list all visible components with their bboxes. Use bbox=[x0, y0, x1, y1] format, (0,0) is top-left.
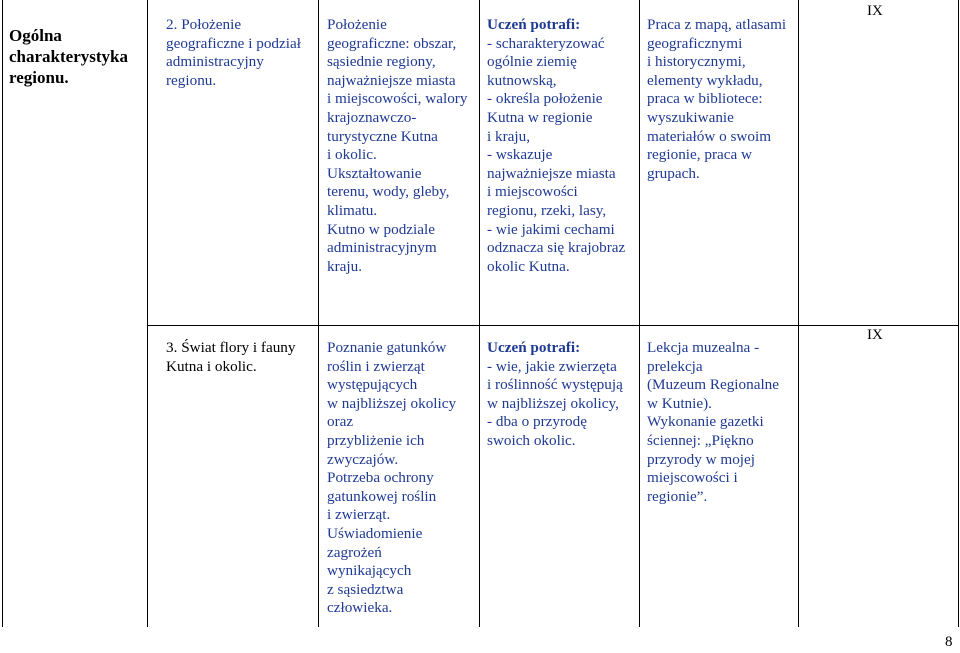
text-line: Wykonanie gazetki bbox=[647, 413, 764, 431]
text-line: Praca z mapą, atlasami bbox=[647, 16, 787, 33]
text-line: i zwierząt. bbox=[327, 506, 391, 524]
text-line: Lekcja muzealna - bbox=[647, 339, 760, 356]
row1-content bbox=[327, 16, 467, 276]
row2-month: IX bbox=[867, 327, 883, 343]
text-line: geograficzne: obszar, bbox=[327, 34, 457, 52]
text-line: regionie, praca w bbox=[647, 146, 752, 164]
text-line: i historycznymi, bbox=[647, 53, 746, 71]
text-line: odznacza się krajobraz bbox=[487, 239, 626, 257]
text-line: - określa położenie bbox=[487, 90, 603, 108]
text-line: ściennej: „Piękno bbox=[647, 431, 754, 449]
outcomes-heading: Uczeń potrafi: bbox=[487, 339, 581, 356]
text-line: kraju. bbox=[327, 257, 363, 275]
row2-methods bbox=[647, 339, 779, 506]
text-line: prelekcja bbox=[647, 357, 703, 375]
column-divider-4 bbox=[479, 0, 480, 627]
text-line: klimatu. bbox=[327, 201, 378, 219]
column-divider-1 bbox=[2, 0, 3, 627]
text-line: geograficznymi bbox=[647, 34, 743, 52]
row1-outcomes bbox=[487, 16, 625, 276]
text-line: sąsiednie regiony, bbox=[327, 53, 436, 71]
text-line: turystyczne Kutna bbox=[327, 127, 438, 145]
section-title bbox=[9, 25, 128, 88]
section-title-line: regionu. bbox=[9, 68, 69, 87]
text-line: - dba o przyrodę bbox=[487, 413, 587, 431]
text-line: Kutno w podziale bbox=[327, 220, 435, 238]
text-line: Położenie bbox=[327, 16, 387, 33]
text-line: gatunkowej roślin bbox=[327, 487, 437, 505]
row1-topic bbox=[166, 16, 301, 90]
text-line: najważniejsze miasta bbox=[487, 164, 616, 182]
text-line: - wie jakimi cechami bbox=[487, 220, 615, 238]
column-divider-5 bbox=[639, 0, 640, 627]
text-line: Ukształtowanie bbox=[327, 164, 422, 182]
text-line: i kraju, bbox=[487, 127, 531, 145]
row-divider bbox=[147, 325, 959, 326]
text-line: - wskazuje bbox=[487, 146, 553, 164]
text-line: i miejscowości bbox=[487, 183, 578, 201]
text-line: 3. Świat flory i fauny bbox=[166, 339, 296, 356]
text-line: terenu, wody, gleby, bbox=[327, 183, 450, 201]
text-line: w Kutnie). bbox=[647, 394, 712, 412]
text-line: regionu, rzeki, lasy, bbox=[487, 201, 607, 219]
text-line: 2. Położenie bbox=[166, 16, 242, 33]
text-line: praca w bibliotece: bbox=[647, 90, 763, 108]
text-line: i roślinność występują bbox=[487, 376, 623, 394]
text-line: zwyczajów. bbox=[327, 450, 399, 468]
row2-content bbox=[327, 339, 456, 618]
text-line: wyszukiwanie bbox=[647, 108, 734, 126]
text-line: wynikających bbox=[327, 562, 412, 580]
text-line: człowieka. bbox=[327, 599, 393, 617]
page-number: 8 bbox=[945, 634, 953, 650]
text-line: najważniejsze miasta bbox=[327, 71, 456, 89]
text-line: z sąsiedztwa bbox=[327, 580, 404, 598]
text-line: występujących bbox=[327, 376, 418, 394]
text-line: swoich okolic. bbox=[487, 431, 576, 449]
text-line: Kutna w regionie bbox=[487, 108, 593, 126]
text-line: (Muzeum Regionalne bbox=[647, 376, 780, 394]
text-line: geograficzne i podział bbox=[166, 34, 301, 52]
text-line: Uświadomienie bbox=[327, 524, 423, 542]
column-divider-6 bbox=[798, 0, 799, 627]
text-line: przybliżenie ich bbox=[327, 431, 425, 449]
text-line: i miejscowości, walory bbox=[327, 90, 468, 108]
text-line: materiałów o swoim bbox=[647, 127, 772, 145]
text-line: kutnowską, bbox=[487, 71, 557, 89]
text-line: - scharakteryzować bbox=[487, 34, 605, 52]
text-line: w najbliższej okolicy bbox=[327, 394, 457, 412]
row1-month: IX bbox=[867, 3, 883, 19]
text-line: administracyjnym bbox=[327, 239, 437, 257]
text-line: elementy wykładu, bbox=[647, 71, 763, 89]
text-line: - wie, jakie zwierzęta bbox=[487, 357, 617, 375]
column-divider-3 bbox=[318, 0, 319, 627]
text-line: regionie”. bbox=[647, 487, 708, 505]
text-line: Potrzeba ochrony bbox=[327, 469, 434, 487]
text-line: Poznanie gatunków bbox=[327, 339, 447, 356]
outcomes-heading: Uczeń potrafi: bbox=[487, 16, 581, 33]
text-line: w najbliższej okolicy, bbox=[487, 394, 619, 412]
text-line: oraz bbox=[327, 413, 354, 431]
column-divider-2 bbox=[147, 0, 148, 627]
row2-topic bbox=[166, 339, 296, 376]
text-line: grupach. bbox=[647, 164, 700, 182]
text-line: ogólnie ziemię bbox=[487, 53, 577, 71]
row1-methods bbox=[647, 16, 786, 183]
section-title-line: charakterystyka bbox=[9, 47, 128, 66]
text-line: zagrożeń bbox=[327, 543, 382, 561]
column-divider-7 bbox=[958, 0, 959, 627]
text-line: regionu. bbox=[166, 71, 217, 89]
section-title-line: Ogólna bbox=[9, 26, 62, 45]
text-line: administracyjny bbox=[166, 53, 264, 71]
text-line: Kutna i okolic. bbox=[166, 357, 257, 375]
text-line: krajoznawczo- bbox=[327, 108, 417, 126]
text-line: miejscowości i bbox=[647, 469, 738, 487]
text-line: przyrody w mojej bbox=[647, 450, 755, 468]
text-line: i okolic. bbox=[327, 146, 377, 164]
text-line: roślin i zwierząt bbox=[327, 357, 425, 375]
row2-outcomes bbox=[487, 339, 623, 451]
text-line: okolic Kutna. bbox=[487, 257, 570, 275]
